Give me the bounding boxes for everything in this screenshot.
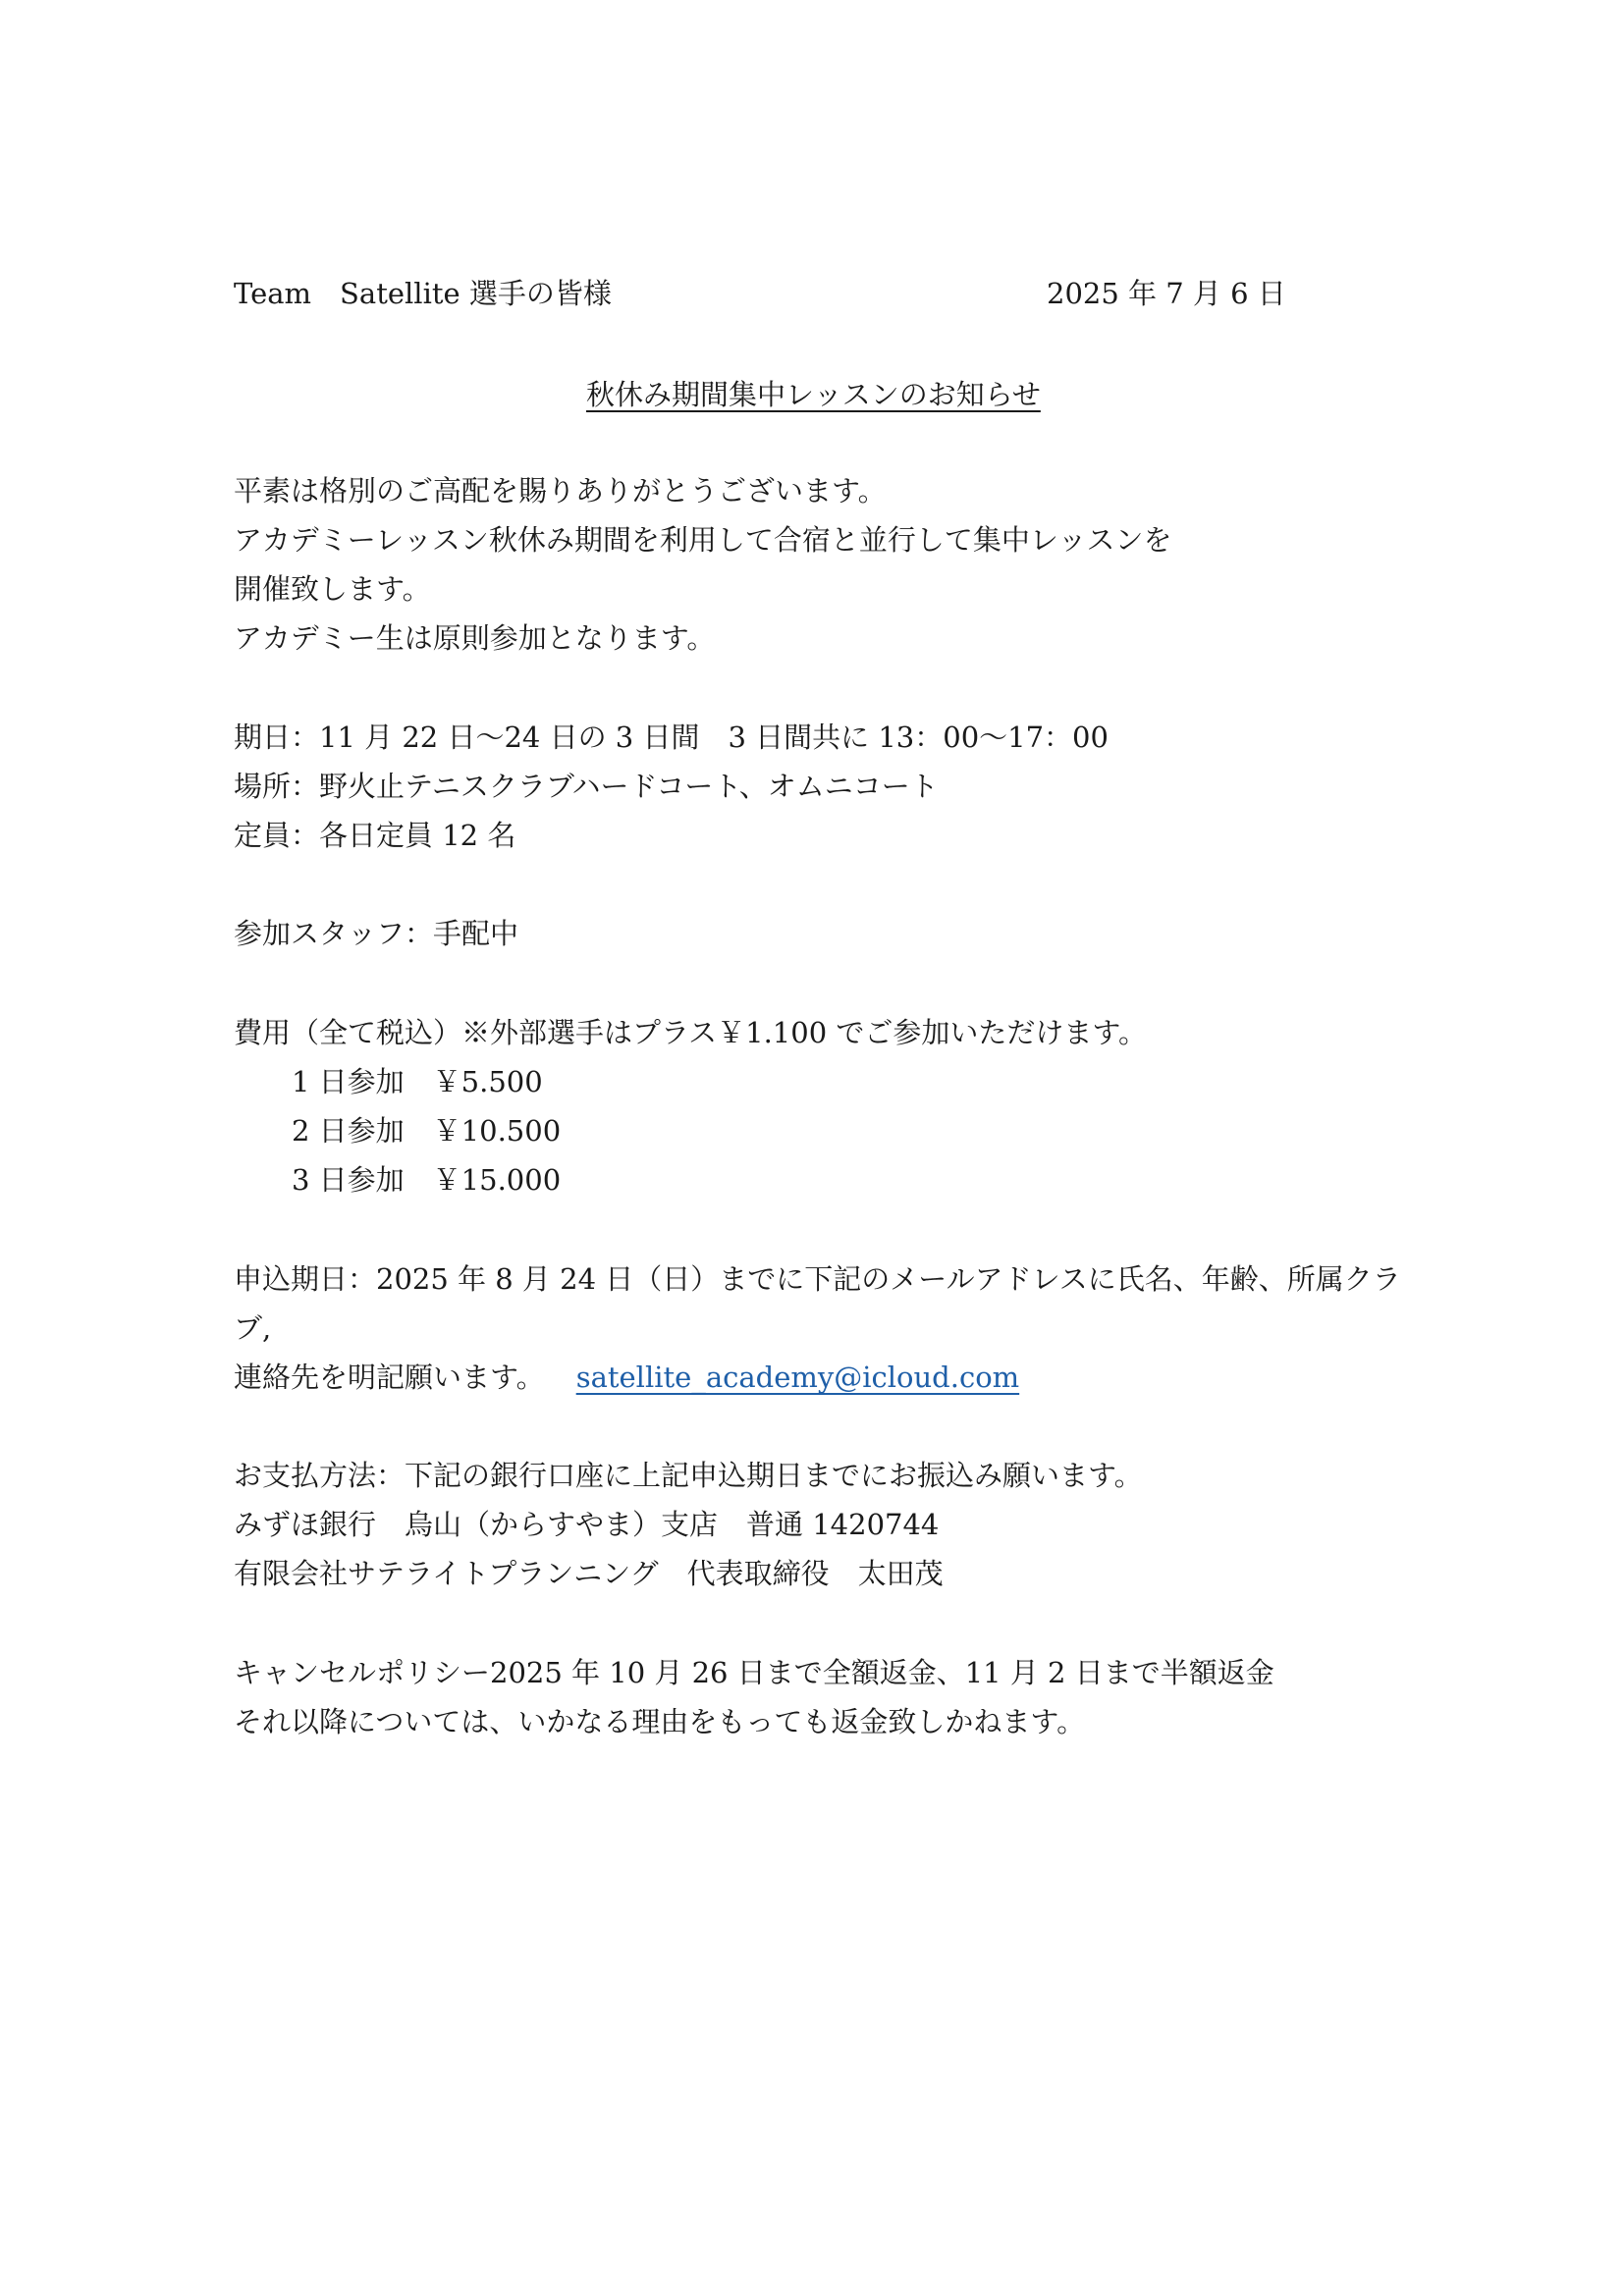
intro-line-1: 平素は格別のご高配を賜りありがとうございます。 — [234, 474, 887, 507]
document-title: 秋休み期間集中レッスンのお知らせ — [586, 378, 1041, 411]
application-line-2: ブ, — [234, 1311, 272, 1345]
document-date: 2025 年 7 月 6 日 — [1047, 277, 1286, 310]
fee-item-1day: 1 日参加 ￥5.500 — [292, 1065, 543, 1098]
payment-line-3: 有限会社サテライトプランニング 代表取締役 太田茂 — [234, 1557, 944, 1590]
intro-line-2: アカデミーレッスン秋休み期間を利用して合宿と並行して集中レッスンを — [234, 523, 1172, 557]
fee-item-2day: 2 日参加 ￥10.500 — [292, 1114, 562, 1148]
application-line-1: 申込期日：2025 年 8 月 24 日（日）までに下記のメールアドレスに氏名、年齢、所属クラ — [234, 1262, 1401, 1296]
date-line: 期日：11 月 22 日～24 日の 3 日間 3 日間共に 13：00～17：00 — [234, 721, 1109, 754]
staff-line: 参加スタッフ：手配中 — [234, 917, 519, 950]
payment-line-2: みずほ銀行 烏山（からすやま）支店 普通 1420744 — [234, 1508, 940, 1541]
cancel-line-1: キャンセルポリシー2025 年 10 月 26 日まで全額返金、11 月 2 日まで半額返金 — [234, 1656, 1274, 1689]
fees-heading: 費用（全て税込）※外部選手はプラス￥1.100 でご参加いただけます。 — [234, 1016, 1148, 1049]
application-contact-text: 連絡先を明記願います。 — [234, 1361, 545, 1394]
email-link[interactable]: satellite_academy@icloud.com — [575, 1361, 1020, 1394]
cancel-line-2: それ以降については、いかなる理由をもっても返金致しかねます。 — [234, 1705, 1086, 1738]
payment-line-1: お支払方法：下記の銀行口座に上記申込期日までにお振込み願います。 — [234, 1459, 1143, 1492]
fee-item-3day: 3 日参加 ￥15.000 — [292, 1163, 562, 1197]
capacity-line: 定員：各日定員 12 名 — [234, 819, 516, 852]
place-line: 場所：野火止テニスクラブハードコート、オムニコート — [234, 770, 939, 803]
application-line-3 — [234, 1360, 1019, 1395]
addressee: Team Satellite 選手の皆様 — [234, 277, 612, 310]
intro-line-4: アカデミー生は原則参加となります。 — [234, 621, 716, 655]
intro-line-3: 開催致します。 — [234, 572, 431, 606]
